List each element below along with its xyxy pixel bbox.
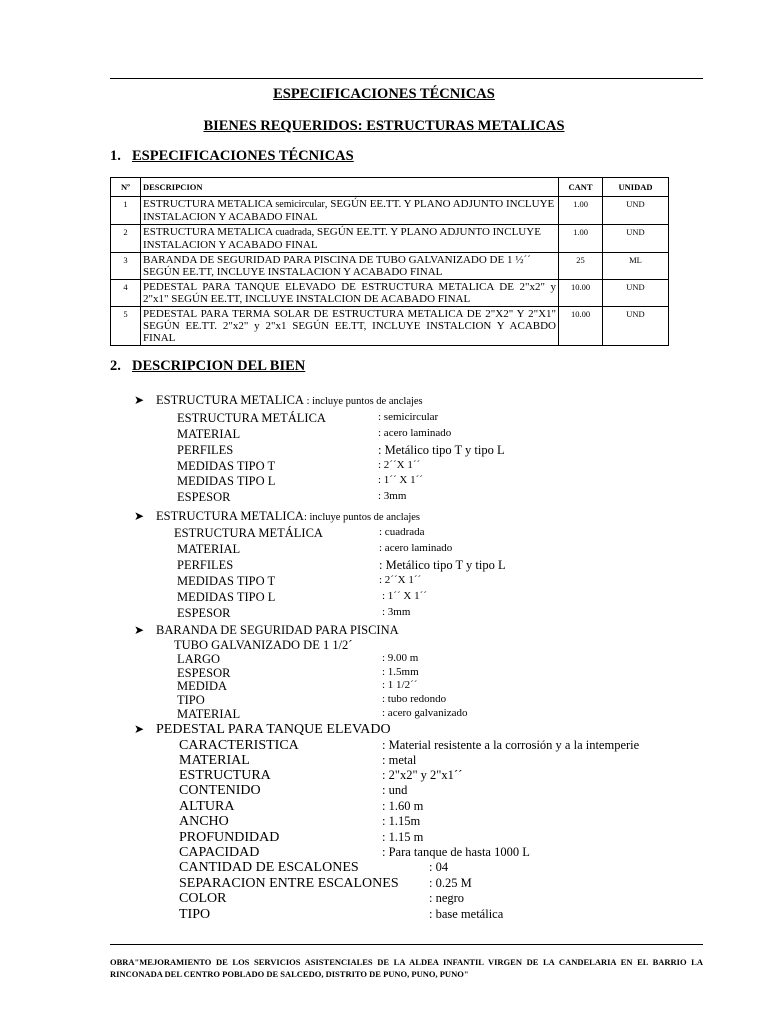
section-2-title: DESCRIPCION DEL BIEN: [132, 358, 306, 374]
prop-key: CARACTERISTICA: [179, 738, 299, 753]
prop-value: : acero laminado: [379, 542, 453, 554]
prop-value: : 1.15 m: [382, 830, 424, 844]
header-no: Nº: [111, 178, 141, 197]
row-unit: UND: [603, 225, 669, 253]
prop-value: : 1 1/2´´: [382, 679, 418, 691]
row-number: 2: [111, 225, 141, 253]
table-row: [111, 307, 669, 346]
arrow-bullet-icon: ➤: [134, 393, 145, 407]
prop-key: COLOR: [179, 891, 227, 906]
item-2-heading: [134, 509, 420, 524]
prop-key: TIPO: [179, 907, 211, 922]
prop-key: CAPACIDAD: [179, 845, 260, 860]
table-row: [111, 280, 669, 307]
desc-part: ESTRUCTURA METALICA: [143, 198, 276, 210]
row-unit: ML: [603, 253, 669, 280]
prop-key: PERFILES: [177, 558, 234, 572]
desc-part: , SEGÚN EE.TT. Y PLANO ADJUNTO INCLUYE INSTALACION Y ACABADO FINAL: [143, 226, 541, 251]
row-description: PEDESTAL PARA TANQUE ELEVADO DE ESTRUCTURA METALICA DE 2"x2" y 2"x1" SEGÚN EE.TT, INCLUYE INSTALCION DE ACABADO FINAL: [141, 280, 559, 307]
prop-key: ESPESOR: [177, 666, 231, 680]
table-row: [111, 197, 669, 225]
prop-key: PERFILES: [177, 443, 234, 457]
document-title: ESPECIFICACIONES TÉCNICAS: [273, 86, 495, 102]
prop-value: : Para tanque de hasta 1000 L: [382, 845, 530, 859]
prop-value: : 1.60 m: [382, 799, 424, 813]
prop-key: CANTIDAD DE ESCALONES: [179, 860, 359, 875]
table-row: [111, 225, 669, 253]
footer-rule: [110, 944, 703, 945]
item-3-heading: [134, 623, 399, 638]
prop-value: : 3mm: [382, 606, 411, 618]
prop-value: : 1.15m: [382, 814, 421, 828]
section-2-heading: [110, 358, 305, 375]
prop-value: : Material resistente a la corrosión y a la intemperie: [382, 738, 640, 752]
row-quantity: 1.00: [559, 197, 603, 225]
item-1-title: ESTRUCTURA METALICA: [156, 393, 304, 407]
table-row: [111, 253, 669, 280]
prop-value: : 2´´X 1´´: [379, 574, 422, 586]
top-rule: [110, 78, 703, 79]
prop-value: : semicircular: [378, 411, 439, 423]
prop-value: : Metálico tipo T y tipo L: [379, 558, 506, 572]
row-number: 1: [111, 197, 141, 225]
prop-key: ESPESOR: [177, 606, 231, 620]
prop-value: : Metálico tipo T y tipo L: [378, 443, 505, 457]
prop-key: ESTRUCTURA METÁLICA: [174, 526, 323, 540]
row-description: [141, 197, 559, 225]
item-2-title: ESTRUCTURA METALICA: [156, 509, 304, 523]
row-number: 4: [111, 280, 141, 307]
prop-key: ANCHO: [179, 814, 229, 829]
prop-key: ESPESOR: [177, 490, 231, 504]
prop-value: : 1.5mm: [382, 666, 419, 678]
prop-value: : und: [382, 783, 408, 797]
desc-part: , SEGÚN EE.TT. Y PLANO ADJUNTO INCLUYE INSTALACION Y ACABADO FINAL: [143, 198, 555, 223]
document-subtitle: BIENES REQUERIDOS: ESTRUCTURAS METALICAS: [203, 118, 565, 134]
prop-key: MATERIAL: [177, 542, 241, 556]
prop-key: MEDIDA: [177, 679, 227, 693]
row-unit: UND: [603, 307, 669, 346]
prop-key: ESTRUCTURA METÁLICA: [177, 411, 326, 425]
prop-value: : 0.25 M: [429, 876, 472, 890]
prop-value: : tubo redondo: [382, 693, 447, 705]
section-1-title: ESPECIFICACIONES TÉCNICAS: [132, 148, 354, 164]
item-4-title: PEDESTAL PARA TANQUE ELEVADO: [156, 722, 391, 737]
header-description: DESCRIPCION: [141, 178, 559, 197]
prop-key: MEDIDAS TIPO T: [177, 459, 276, 473]
desc-part: cuadrada: [275, 227, 312, 238]
prop-value: : 1´´ X 1´´: [382, 590, 427, 602]
prop-value: : 04: [429, 860, 449, 874]
header-cant: CANT: [559, 178, 603, 197]
item-3-title: BARANDA DE SEGURIDAD PARA PISCINA: [156, 623, 399, 637]
item-4-heading: [134, 722, 391, 738]
prop-value: : negro: [429, 891, 465, 905]
row-description: BARANDA DE SEGURIDAD PARA PISCINA DE TUBO GALVANIZADO DE 1 ½´´ SEGÚN EE.TT, INCLUYE INSTALACION Y ACABADO FINAL: [141, 253, 559, 280]
prop-key: TIPO: [177, 693, 205, 707]
prop-key: MEDIDAS TIPO L: [177, 474, 276, 488]
arrow-bullet-icon: ➤: [134, 722, 145, 736]
prop-value: : acero galvanizado: [382, 707, 468, 719]
item-1-heading: [134, 393, 423, 408]
row-quantity: 1.00: [559, 225, 603, 253]
footer-project-title: OBRA"MEJORAMIENTO DE LOS SERVICIOS ASISTENCIALES DE LA ALDEA INFANTIL VIRGEN DE LA CANDELARIA EN EL BARRIO LA RINCONADA DEL CENTRO POBLADO DE SALCEDO, DISTRITO DE PUNO, PUNO, PUNO": [110, 957, 703, 979]
prop-key: LARGO: [177, 652, 221, 666]
arrow-bullet-icon: ➤: [134, 623, 145, 637]
section-1-heading: [110, 148, 354, 165]
section-2-number: 2.: [110, 358, 121, 374]
arrow-bullet-icon: ➤: [134, 509, 145, 523]
prop-value: : cuadrada: [379, 526, 425, 538]
row-quantity: 10.00: [559, 280, 603, 307]
prop-value: : 3mm: [378, 490, 407, 502]
prop-value: : 1´´ X 1´´: [378, 474, 423, 486]
prop-value: : acero laminado: [378, 427, 452, 439]
desc-part: semicircular: [275, 199, 325, 210]
section-1-number: 1.: [110, 148, 121, 164]
prop-value: : metal: [382, 753, 417, 767]
row-number: 3: [111, 253, 141, 280]
row-description: [141, 225, 559, 253]
prop-value: : 9.00 m: [382, 652, 419, 664]
item-2-title-suffix: : incluye puntos de anclajes: [303, 512, 421, 523]
row-quantity: 25: [559, 253, 603, 280]
prop-value: : 2"x2" y 2"x1´´: [382, 768, 463, 782]
prop-value: : base metálica: [429, 907, 504, 921]
prop-key: MATERIAL: [177, 427, 241, 441]
header-unit: UNIDAD: [603, 178, 669, 197]
table-header-row: [111, 178, 669, 197]
prop-key: SEPARACION ENTRE ESCALONES: [179, 876, 399, 891]
row-unit: UND: [603, 280, 669, 307]
prop-key: TUBO GALVANIZADO DE 1 1/2´: [174, 638, 353, 652]
prop-key: PROFUNDIDAD: [179, 830, 280, 845]
row-number: 5: [111, 307, 141, 346]
prop-key: MATERIAL: [179, 753, 250, 768]
desc-part: ESTRUCTURA METALICA: [143, 226, 276, 238]
prop-key: MEDIDAS TIPO T: [177, 574, 276, 588]
prop-key: ESTRUCTURA: [179, 768, 271, 783]
item-1-title-suffix: : incluye puntos de anclajes: [303, 396, 423, 407]
prop-key: MATERIAL: [177, 707, 241, 721]
prop-value: : 2´´X 1´´: [378, 459, 421, 471]
row-unit: UND: [603, 197, 669, 225]
specifications-table: [110, 177, 669, 346]
row-quantity: 10.00: [559, 307, 603, 346]
prop-key: ALTURA: [179, 799, 235, 814]
row-description: PEDESTAL PARA TERMA SOLAR DE ESTRUCTURA METALICA DE 2"X2" Y 2"X1" SEGÚN EE.TT. 2"x2" y 2"x1 SEGÚN EE.TT, INCLUYE INSTALCION Y ACABDO FINAL: [141, 307, 559, 346]
prop-key: CONTENIDO: [179, 783, 261, 798]
prop-key: MEDIDAS TIPO L: [177, 590, 276, 604]
